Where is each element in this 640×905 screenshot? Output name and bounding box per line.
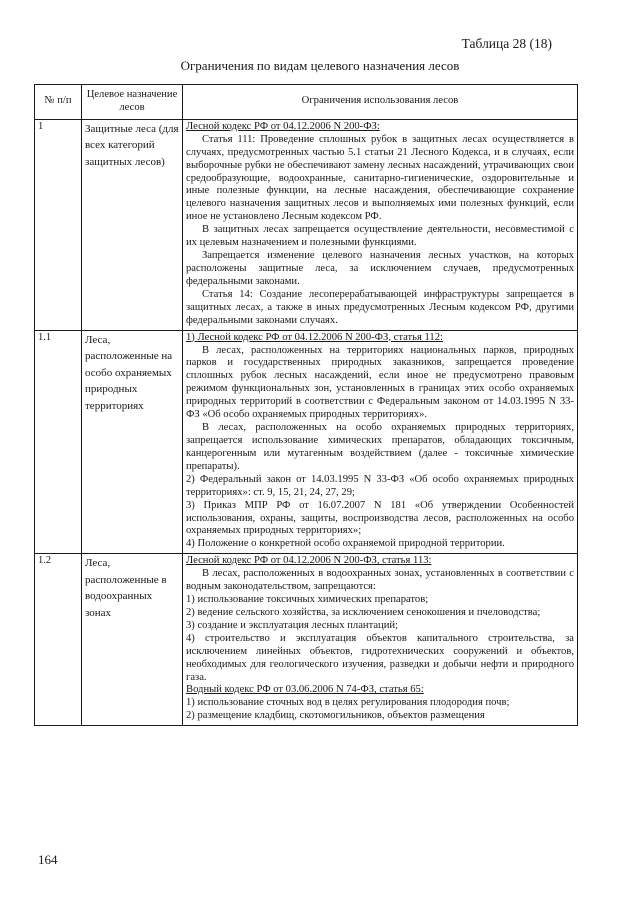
law-reference: Водный кодекс РФ от 03.06.2006 N 74-ФЗ, статья 65: [186,684,424,696]
row-number: 1.2 [35,554,82,726]
restrictions-table [34,84,578,726]
restriction-paragraph: 4) строительство и эксплуатация объектов капитального строительства, за исключением линейных объектов, гидротехнических сооружений и объектов, необходимых для геологического изучения, разведки и добычи нефти и природного газа. [186,632,574,683]
restriction-paragraph: 1) использование сточных вод в целях регулирования плодородия почв; [186,697,510,709]
law-reference: 1) Лесной кодекс РФ от 04.12.2006 N 200-ФЗ, статья 112: [186,331,443,343]
restriction-paragraph: 3) создание и эксплуатация лесных плантаций; [186,619,398,631]
law-reference: Лесной кодекс РФ от 04.12.2006 N 200-ФЗ, статья 113: [186,555,432,567]
table-body [35,119,578,725]
row-forest-purpose: Леса, расположенные на особо охраняемых природных территориях [82,330,183,554]
restriction-paragraph: 1) использование токсичных химических препаратов; [186,594,429,606]
restriction-paragraph: В защитных лесах запрещается осуществление деятельности, несовместимой с их целевым назначением и полезными функциями. [186,224,574,249]
restriction-paragraph: 4) Положение о конкретной особо охраняемой природной территории. [186,538,505,550]
page-number: 164 [38,852,58,867]
row-forest-purpose: Защитные леса (для всех категорий защитных лесов) [82,119,183,330]
header-name: Целевое назначение лесов [82,85,183,120]
table-row [35,119,578,330]
row-forest-purpose: Леса, расположенные в водоохранных зонах [82,554,183,726]
restriction-paragraph: 2) размещение кладбищ, скотомогильников, объектов размещения [186,710,485,722]
restriction-paragraph: 2) ведение сельского хозяйства, за исключением сенокошения и пчеловодства; [186,606,541,618]
restriction-paragraph: Запрещается изменение целевого назначения лесных участков, на которых расположены защитные леса, за исключением случаев, предусмотренных федеральными законами. [186,250,574,287]
header-num: № п/п [35,85,82,120]
row-number: 1 [35,119,82,330]
restriction-paragraph: В лесах, расположенных на территориях национальных парков, природных парков и государственных природных заказников, запрещается проведение сплошных рубок лесных насаждений, если иное не предусмотрено правовым режимом функциональных зон, установленных в границах этих особо охраняемых природных территорий в соответствии с Федеральным законом от 14.03.1995 N 33-ФЗ «Об особо охраняемых природных территориях». [186,344,574,421]
row-number: 1.1 [35,330,82,554]
table-row [35,330,578,554]
restriction-paragraph: В лесах, расположенных в водоохранных зонах, установленных в соответствии с водным законодательством, запрещаются: [186,568,574,593]
row-restrictions [183,330,578,554]
table-row [35,554,578,726]
table-label: Таблица 28 (18) [461,36,552,51]
restriction-paragraph: 3) Приказ МПР РФ от 16.07.2007 N 181 «Об утверждении Особенностей использования, охраны, защиты, воспроизводства лесов, расположенных на особо охраняемых природных территориях»; [186,499,574,537]
header-text: Ограничения использования лесов [183,85,578,120]
document-title: Ограничения по видам целевого назначения лесов [180,58,460,73]
restriction-paragraph: Статья 14: Создание лесоперерабатывающей инфраструктуры запрещается в защитных лесах, а также в иных предусмотренных Лесным кодексом РФ, другими федеральными законами случаях. [186,288,574,326]
law-reference: Лесной кодекс РФ от 04.12.2006 N 200-ФЗ: [186,120,380,132]
table-header-row [35,85,578,120]
restriction-paragraph: 2) Федеральный закон от 14.03.1995 N 33-ФЗ «Об особо охраняемых природных территориях»: ст. 9, 15, 21, 24, 27, 29; [186,473,574,498]
row-restrictions [183,119,578,330]
restriction-paragraph: Статья 111: Проведение сплошных рубок в защитных лесах осуществляется в случаях, предусмотренных частью 5.1 статьи 21 Лесного Кодекса, и в случаях, если выборочные рубки не обеспечивают замену лесных насаждений, утрачивающих свои средообразующие, водоохранные, санитарно-гигиенические, оздоровительные и иные полезные функции, на лесные насаждения, обеспечивающие сохранение целевого назначения защитных лесов и выполняемых ими полезных функций, если иное не установлено Лесным кодексом РФ. [186,133,574,223]
restriction-paragraph: В лесах, расположенных на особо охраняемых природных территориях, запрещается использование химических препаратов, обладающих токсичным, канцерогенным или мутагенным воздействием (далее - токсичные химические препараты). [186,422,574,472]
row-restrictions [183,554,578,726]
